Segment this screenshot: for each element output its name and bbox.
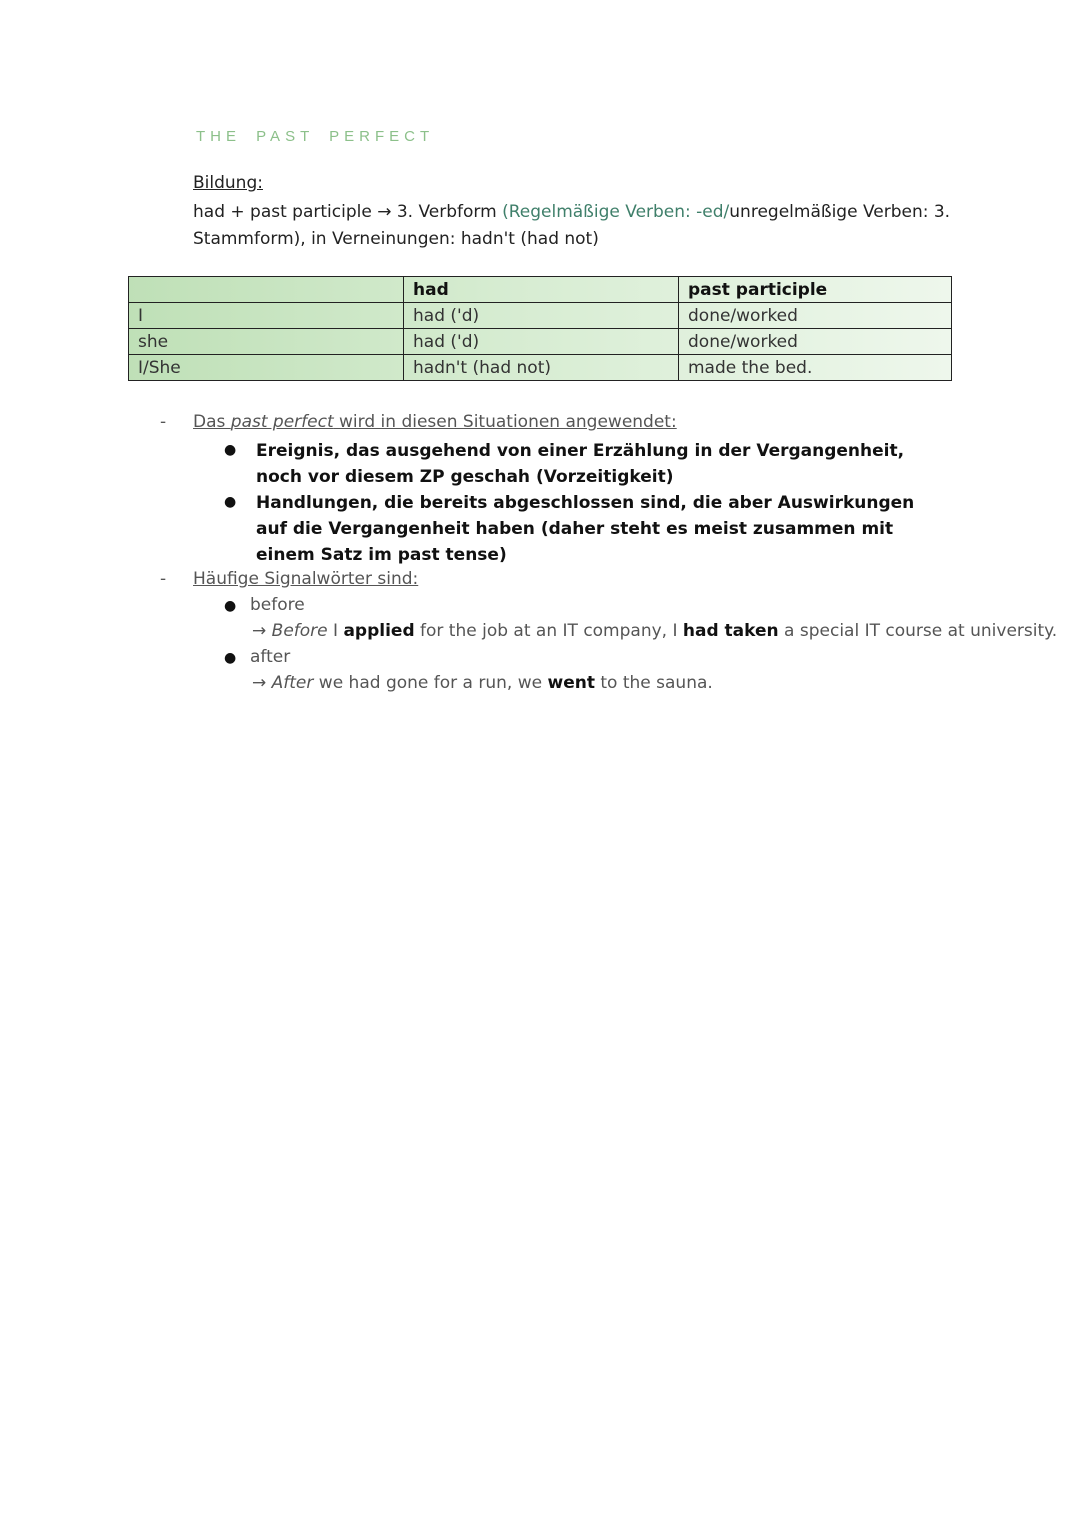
bullet-dot-icon: ● — [224, 650, 237, 666]
signal-word: before — [250, 595, 305, 615]
table-header-row — [129, 277, 952, 303]
table-cell: she — [129, 329, 404, 355]
bullet-dot-icon: ● — [224, 598, 237, 614]
bullet-dot-icon: ● — [224, 494, 237, 510]
example-text: we had gone for a run, we — [313, 673, 548, 693]
usage-heading — [193, 412, 677, 432]
example-sentence — [252, 621, 1057, 641]
example-text: a special IT course at university. — [778, 621, 1058, 641]
signals-dash: - — [160, 569, 167, 589]
table-cell: I/She — [129, 355, 404, 381]
table-header-cell: past participle — [679, 277, 952, 303]
conjugation-table — [128, 276, 952, 381]
table-cell: done/worked — [679, 303, 952, 329]
example-bold: went — [547, 673, 595, 693]
table-row — [129, 355, 952, 381]
formula-green: (Regelmäßige Verben: -ed/ — [502, 202, 730, 222]
usage-heading-pre: Das — [193, 412, 231, 432]
example-text: I — [327, 621, 344, 641]
table-cell: done/worked — [679, 329, 952, 355]
page-title: THE PAST PERFECT — [196, 128, 435, 145]
formula-rest: unregelmäßige Verben: 3. Stammform), in Verneinungen: hadn't (had not) — [193, 202, 951, 249]
table-cell: had ('d) — [404, 303, 679, 329]
example-bold: had taken — [682, 621, 779, 641]
table-header-cell: had — [404, 277, 679, 303]
usage-item: Ereignis, das ausgehend von einer Erzählung in der Vergangenheit, noch vor diesem ZP geschah (Vorzeitigkeit) — [256, 441, 905, 487]
usage-heading-italic: past perfect — [230, 412, 334, 432]
table-cell: I — [129, 303, 404, 329]
example-text: to the sauna. — [594, 673, 713, 693]
usage-item: Handlungen, die bereits abgeschlossen sind, die aber Auswirkungen auf die Vergangenheit haben (daher steht es meist zusammen mit einem Satz im past tense) — [256, 493, 915, 565]
formula-prefix: had + past participle → 3. Verbform — [193, 202, 503, 222]
example-sentence — [252, 673, 713, 693]
example-text: for the job at an IT company, I — [414, 621, 683, 641]
table-cell: had ('d) — [404, 329, 679, 355]
table-cell: made the bed. — [679, 355, 952, 381]
example-italic: After — [271, 673, 314, 693]
usage-dash: - — [160, 412, 167, 432]
arrow-icon: → — [252, 673, 272, 693]
signal-word: after — [250, 647, 291, 667]
bildung-formula — [193, 199, 953, 253]
usage-heading-post: wird in diesen Situationen angewendet: — [333, 412, 677, 432]
bildung-heading: Bildung: — [193, 173, 263, 193]
example-italic: Before — [271, 621, 328, 641]
table-row — [129, 329, 952, 355]
signals-heading: Häufige Signalwörter sind: — [193, 569, 419, 589]
table-cell: hadn't (had not) — [404, 355, 679, 381]
table-row — [129, 303, 952, 329]
example-bold: applied — [343, 621, 415, 641]
arrow-icon: → — [252, 621, 272, 641]
table-header-cell — [129, 277, 404, 303]
bullet-dot-icon: ● — [224, 442, 237, 458]
